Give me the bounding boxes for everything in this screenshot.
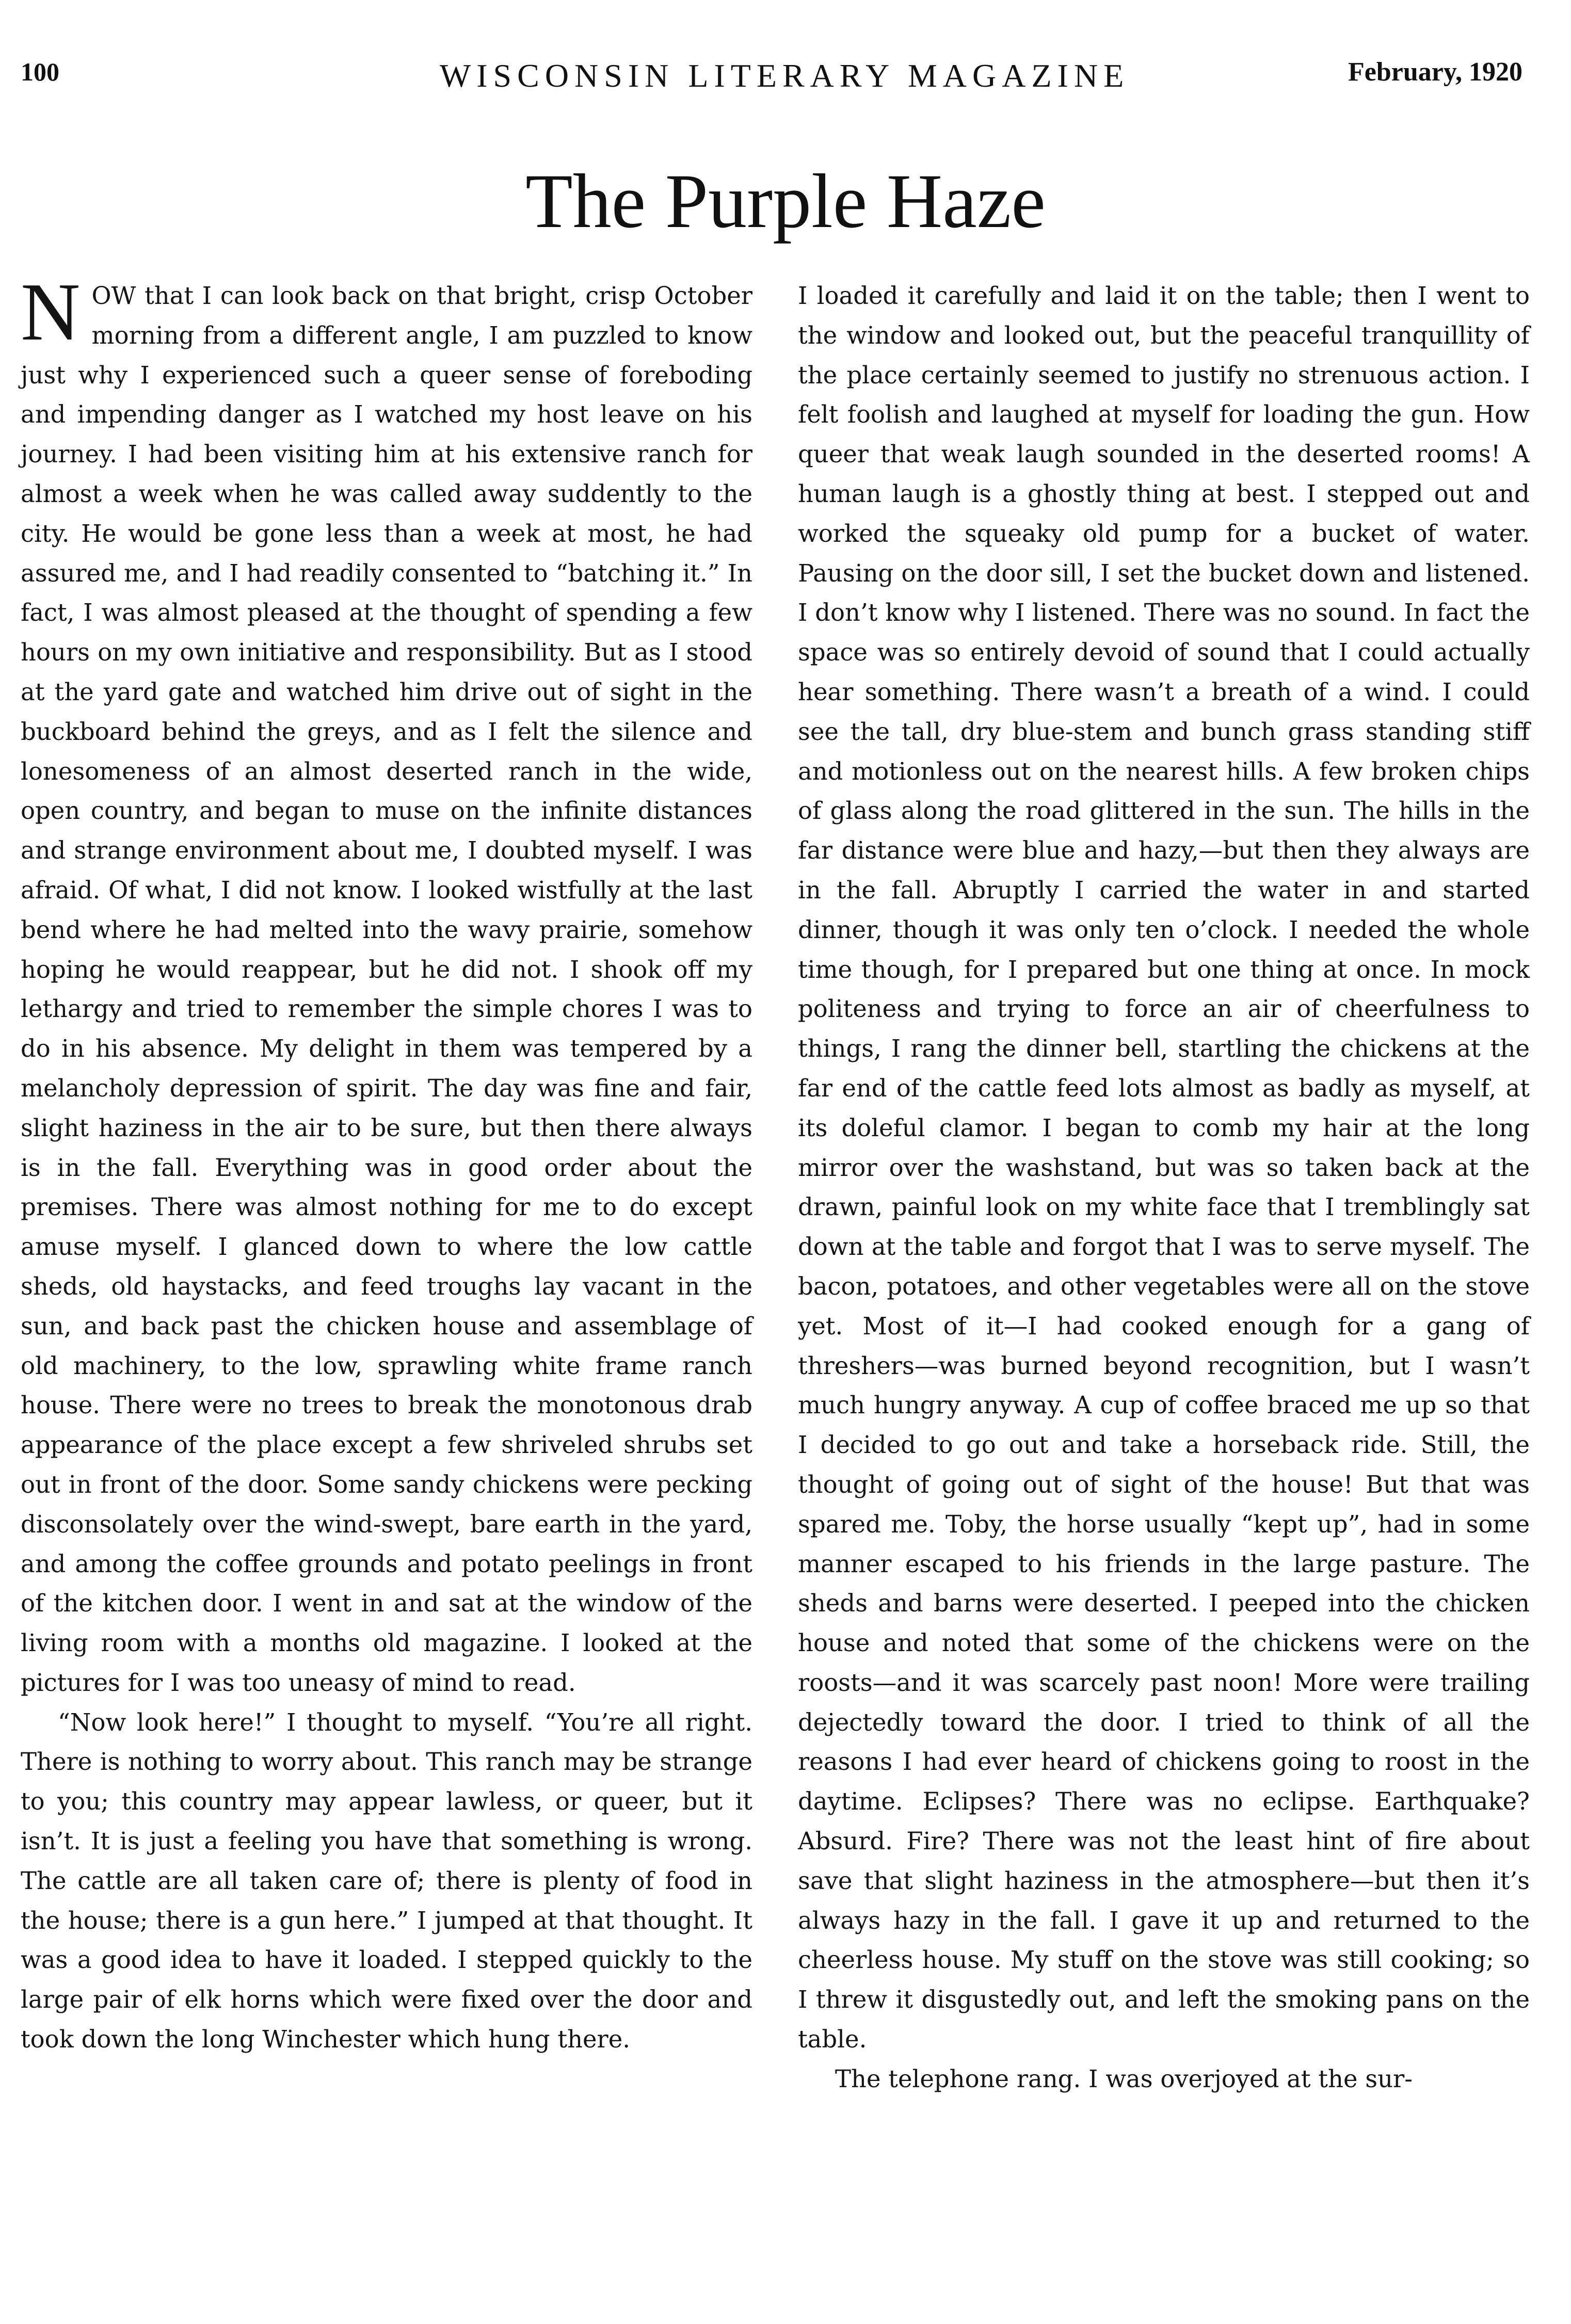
left-column — [21, 266, 752, 2059]
right-column — [798, 276, 1530, 2099]
opening-caps: OW — [91, 282, 136, 310]
left-paragraph-1-text: that I can look back on that bright, crisp October morning from a different angle, I am puzzled to know just why I experienced such a queer sense of foreboding and impending danger as I watched my host leave on his journey. I had been visiting him at his extensive ranch for almost a week when he was called away suddently to the city. He would be gone less than a week at most, he had assured me, and I had readily consented to “batching it.” In fact, I was almost pleased at the thought of spending a few hours on my own initiative and responsibility. But as I stood at the yard gate and watched him drive out of sight in the buckboard behind the greys, and as I felt the silence and lonesomeness of an almost deserted ranch in the wide, open country, and began to muse on the infinite distances and strange environment about me, I doubted myself. I was afraid. Of what, I did not know. I looked wistfully at the last bend where he had melted into the wavy prairie, somehow hoping he would reappear, but he did not. I shook off my lethargy and tried to remember the simple chores I was to do in his absence. My delight in them was tempered by a melancholy depression of spirit. The day was fine and fair, slight haziness in the air to be sure, but then there always is in the fall. Everything was in good order about the premises. There was almost nothing for me to do except amuse myself. I glanced down to where the low cattle sheds, old haystacks, and feed troughs lay vacant in the sun, and back past the chicken house and assemblage of old machinery, to the low, sprawling white frame ranch house. There were no trees to break the monotonous drab appearance of the place except a few shriveled shrubs set out in front of the door. Some sandy chickens were pecking disconsolately over the wind-swept, bare earth in the yard, and among the coffee grounds and potato peelings in front of the kitchen door. I went in and sat at the window of the living room with a months old magazine. I looked at the pictures for I was too uneasy of mind to read. — [21, 282, 752, 1697]
left-paragraph-2: “Now look here!” I thought to myself. “You’re all right. There is nothing to worry about. This ranch may be strange to you; this country may appear lawless, or queer, but it isn’t. It is just a feeling you have that something is wrong. The cattle are all taken care of; there is plenty of food in the house; there is a gun here.” I jumped at that thought. It was a good idea to have it loaded. I stepped quickly to the large pair of elk horns which were fixed over the door and took down the long Winchester which hung there. — [21, 1708, 752, 2054]
page-number: 100 — [21, 57, 59, 86]
issue-date: February, 1920 — [1348, 57, 1522, 87]
running-title: WISCONSIN LITERARY MAGAZINE — [439, 57, 1130, 94]
page-header — [21, 57, 1522, 103]
right-paragraph-2: The telephone rang. I was overjoyed at the sur- — [835, 2064, 1413, 2093]
right-paragraph-1: I loaded it carefully and laid it on the table; then I went to the window and looked out, but the peaceful tranquillity of the place certainly seemed to justify no strenuous action. I felt foolish and laughed at myself for loading the gun. How queer that weak laugh sounded in the deserted rooms! A human laugh is a ghostly thing at best. I stepped out and worked the squeaky old pump for a bucket of water. Pausing on the door sill, I set the bucket down and listened. I don’t know why I listened. There was no sound. In fact the space was so entirely devoid of sound that I could actually hear something. There wasn’t a breath of a wind. I could see the tall, dry blue-stem and bunch grass standing stiff and motionless out on the nearest hills. A few broken chips of glass along the road glittered in the sun. The hills in the far distance were blue and hazy,—but then they always are in the fall. Abruptly I carried the water in and started dinner, though it was only ten o’clock. I needed the whole time though, for I prepared but one thing at once. In mock politeness and trying to force an air of cheerfulness to things, I rang the dinner bell, startling the chickens at the far end of the cattle feed lots almost as badly as myself, at its doleful clamor. I began to comb my hair at the long mirror over the washstand, but was so taken back at the drawn, painful look on my white face that I tremblingly sat down at the table and forgot that I was to serve myself. The bacon, potatoes, and other vegetables were all on the stove yet. Most of it—I had cooked enough for a gang of threshers—was burned beyond recognition, but I wasn’t much hungry anyway. A cup of coffee braced me up so that I decided to go out and take a horseback ride. Still, the thought of going out of sight of the house! But that was spared me. Toby, the horse usually “kept up”, had in some manner escaped to his friends in the large pasture. The sheds and barns were deserted. I peeped into the chicken house and noted that some of the chickens were on the roosts—and it was scarcely past noon! More were trailing dejectedly toward the door. I tried to think of all the reasons I had ever heard of chickens going to roost in the daytime. Eclipses? There was no eclipse. Earthquake? Absurd. Fire? There was not the least hint of fire about save that slight haziness in the atmosphere—but then it’s always hazy in the fall. I gave it up and returned to the cheerless house. My stuff on the stove was still cooking; so I threw it disgustedly out, and left the smoking pans on the table. — [798, 282, 1530, 2054]
left-paragraph-1 — [21, 266, 752, 1703]
article-title: The Purple Haze — [525, 158, 1046, 244]
drop-cap: N — [21, 266, 81, 358]
